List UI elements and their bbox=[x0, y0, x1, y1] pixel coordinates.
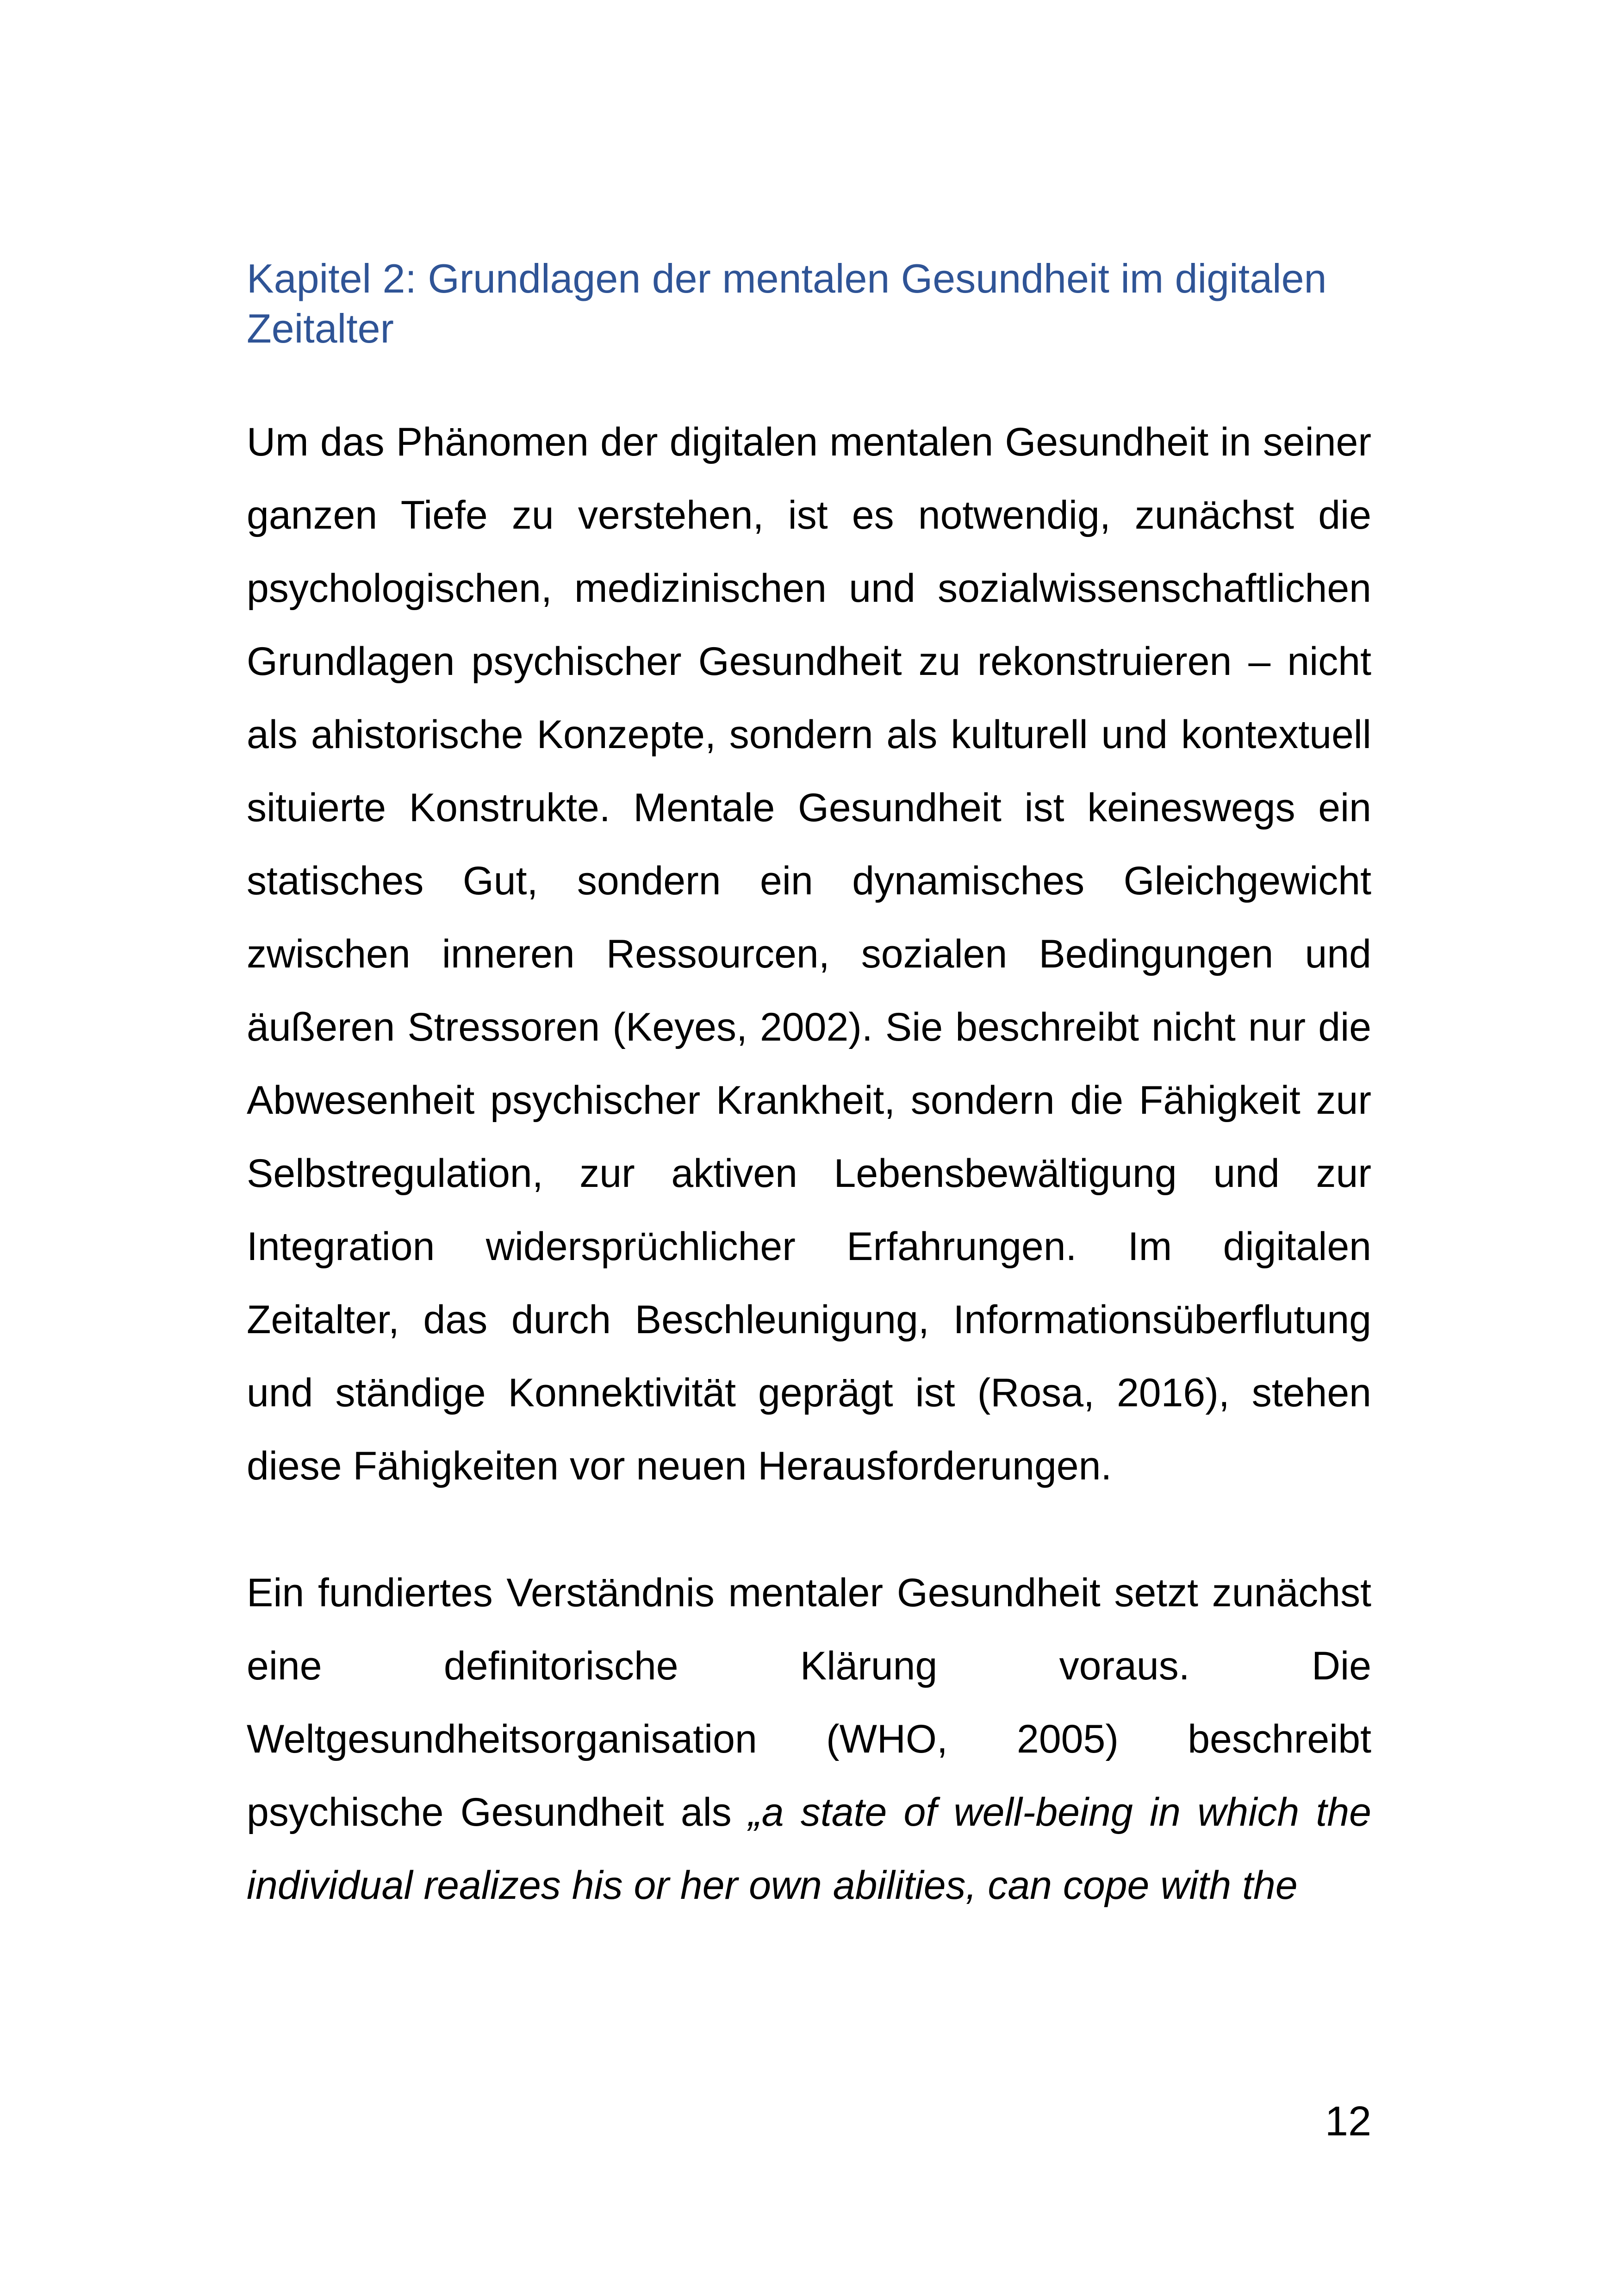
page-content bbox=[247, 254, 1371, 1922]
paragraph-2-text: Ein fundiertes Verständnis mentaler Gesundheit setzt zunächst eine definitorische Klärung voraus. Die Weltgesundheitsorganisation (WHO, 2005) beschreibt psychische Gesundheit als bbox=[247, 1571, 1371, 1834]
chapter-heading: Kapitel 2: Grundlagen der mentalen Gesundheit im digitalen Zeitalter bbox=[247, 256, 1327, 351]
who-definition-quote: „a state of well-being in which the individual realizes his or her own abilities, can cope with the bbox=[247, 1790, 1371, 1908]
body-paragraph-2 bbox=[247, 1556, 1371, 1922]
body-paragraph-1: Um das Phänomen der digitalen mentalen Gesundheit in seiner ganzen Tiefe zu verstehen, ist es notwendig, zunächst die psychologischen, medizinischen und sozialwissenschaftlichen Grundlagen psychischer Gesundheit zu rekonstruieren – nicht als ahistorische Konzepte, sondern als kulturell und kontextuell situierte Konstrukte. Mentale Gesundheit ist keineswegs ein statisches Gut, sondern ein dynamisches Gleichgewicht zwischen inneren Ressourcen, sozialen Bedingungen und äußeren Stressoren (Keyes, 2002). Sie beschreibt nicht nur die Abwesenheit psychischer Krankheit, sondern die Fähigkeit zur Selbstregulation, zur aktiven Lebensbewältigung und zur Integration widersprüchlicher Erfahrungen. Im digitalen Zeitalter, das durch Beschleunigung, Informationsüberflutung und ständige Konnektivität geprägt ist (Rosa, 2016), stehen diese Fähigkeiten vor neuen Herausforderungen. bbox=[247, 420, 1371, 1488]
page-number: 12 bbox=[1325, 2098, 1371, 2145]
